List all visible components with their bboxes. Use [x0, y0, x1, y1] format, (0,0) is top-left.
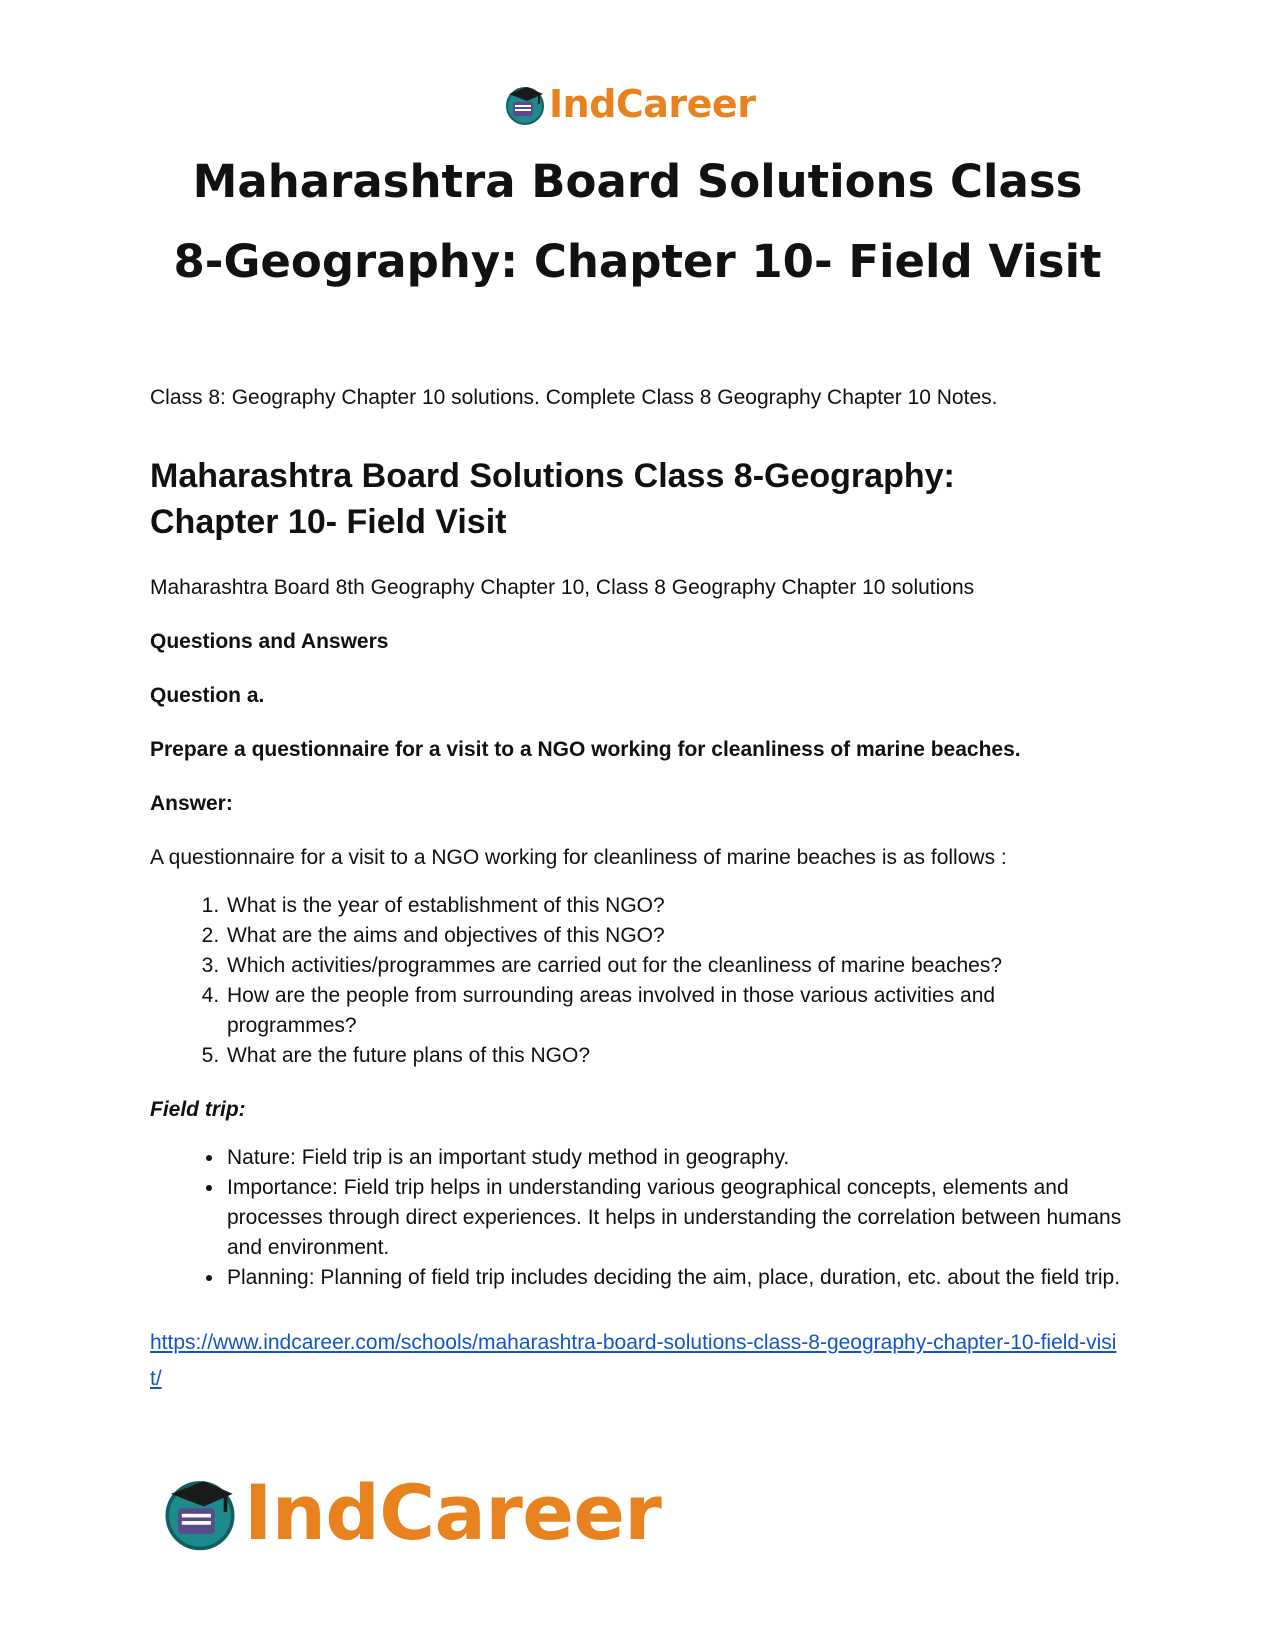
list-item: 3. Which activities/programmes are carried out for the cleanliness of marine beaches?: [225, 951, 1130, 981]
qa-heading: Questions and Answers: [150, 630, 389, 653]
question-text: Prepare a questionnaire for a visit to a NGO working for cleanliness of marine beaches.: [150, 738, 1021, 761]
questionnaire-list: [150, 891, 1130, 1071]
source-link[interactable]: https://www.indcareer.com/schools/maharashtra-board-solutions-class-8-geography-chapter-10-field-visit/: [150, 1331, 1117, 1390]
list-item: 4. How are the people from surrounding areas involved in those various activities and programmes?: [225, 981, 1130, 1041]
page-title: [0, 142, 1275, 302]
logo-wordmark: IndCareer: [549, 82, 756, 126]
field-trip-heading: Field trip:: [150, 1098, 246, 1121]
intro-text: Class 8: Geography Chapter 10 solutions. Complete Class 8 Geography Chapter 10 Notes.: [150, 386, 998, 409]
answer-label: Answer:: [150, 792, 233, 815]
graduation-globe-icon: [503, 82, 547, 126]
question-label: Question a.: [150, 684, 265, 707]
field-trip-list: [150, 1143, 1130, 1293]
list-item: 5. What are the future plans of this NGO?: [225, 1041, 1130, 1071]
article-body: [150, 383, 1130, 1397]
footer-logo: [160, 1468, 661, 1556]
logo-wordmark: IndCareer: [244, 1467, 662, 1557]
list-item: • Nature: Field trip is an important study method in geography.: [225, 1143, 1130, 1173]
graduation-globe-icon: [160, 1472, 240, 1552]
answer-intro: A questionnaire for a visit to a NGO working for cleanliness of marine beaches is as follows :: [150, 846, 1007, 869]
list-item: 1. What is the year of establishment of this NGO?: [225, 891, 1130, 921]
subline-text: Maharashtra Board 8th Geography Chapter 10, Class 8 Geography Chapter 10 solutions: [150, 576, 975, 599]
header-logo: [503, 80, 755, 128]
title-line-1: Maharashtra Board Solutions Class: [192, 155, 1083, 208]
section-heading: Maharashtra Board Solutions Class 8-Geography: Chapter 10- Field Visit: [150, 457, 955, 541]
list-item: • Planning: Planning of field trip includes deciding the aim, place, duration, etc. about the field trip.: [225, 1263, 1130, 1293]
list-item: • Importance: Field trip helps in understanding various geographical concepts, elements and processes through direct experiences. It helps in understanding the correlation between humans and environment.: [225, 1173, 1130, 1263]
title-line-2: 8-Geography: Chapter 10- Field Visit: [173, 235, 1102, 288]
list-item: 2. What are the aims and objectives of this NGO?: [225, 921, 1130, 951]
